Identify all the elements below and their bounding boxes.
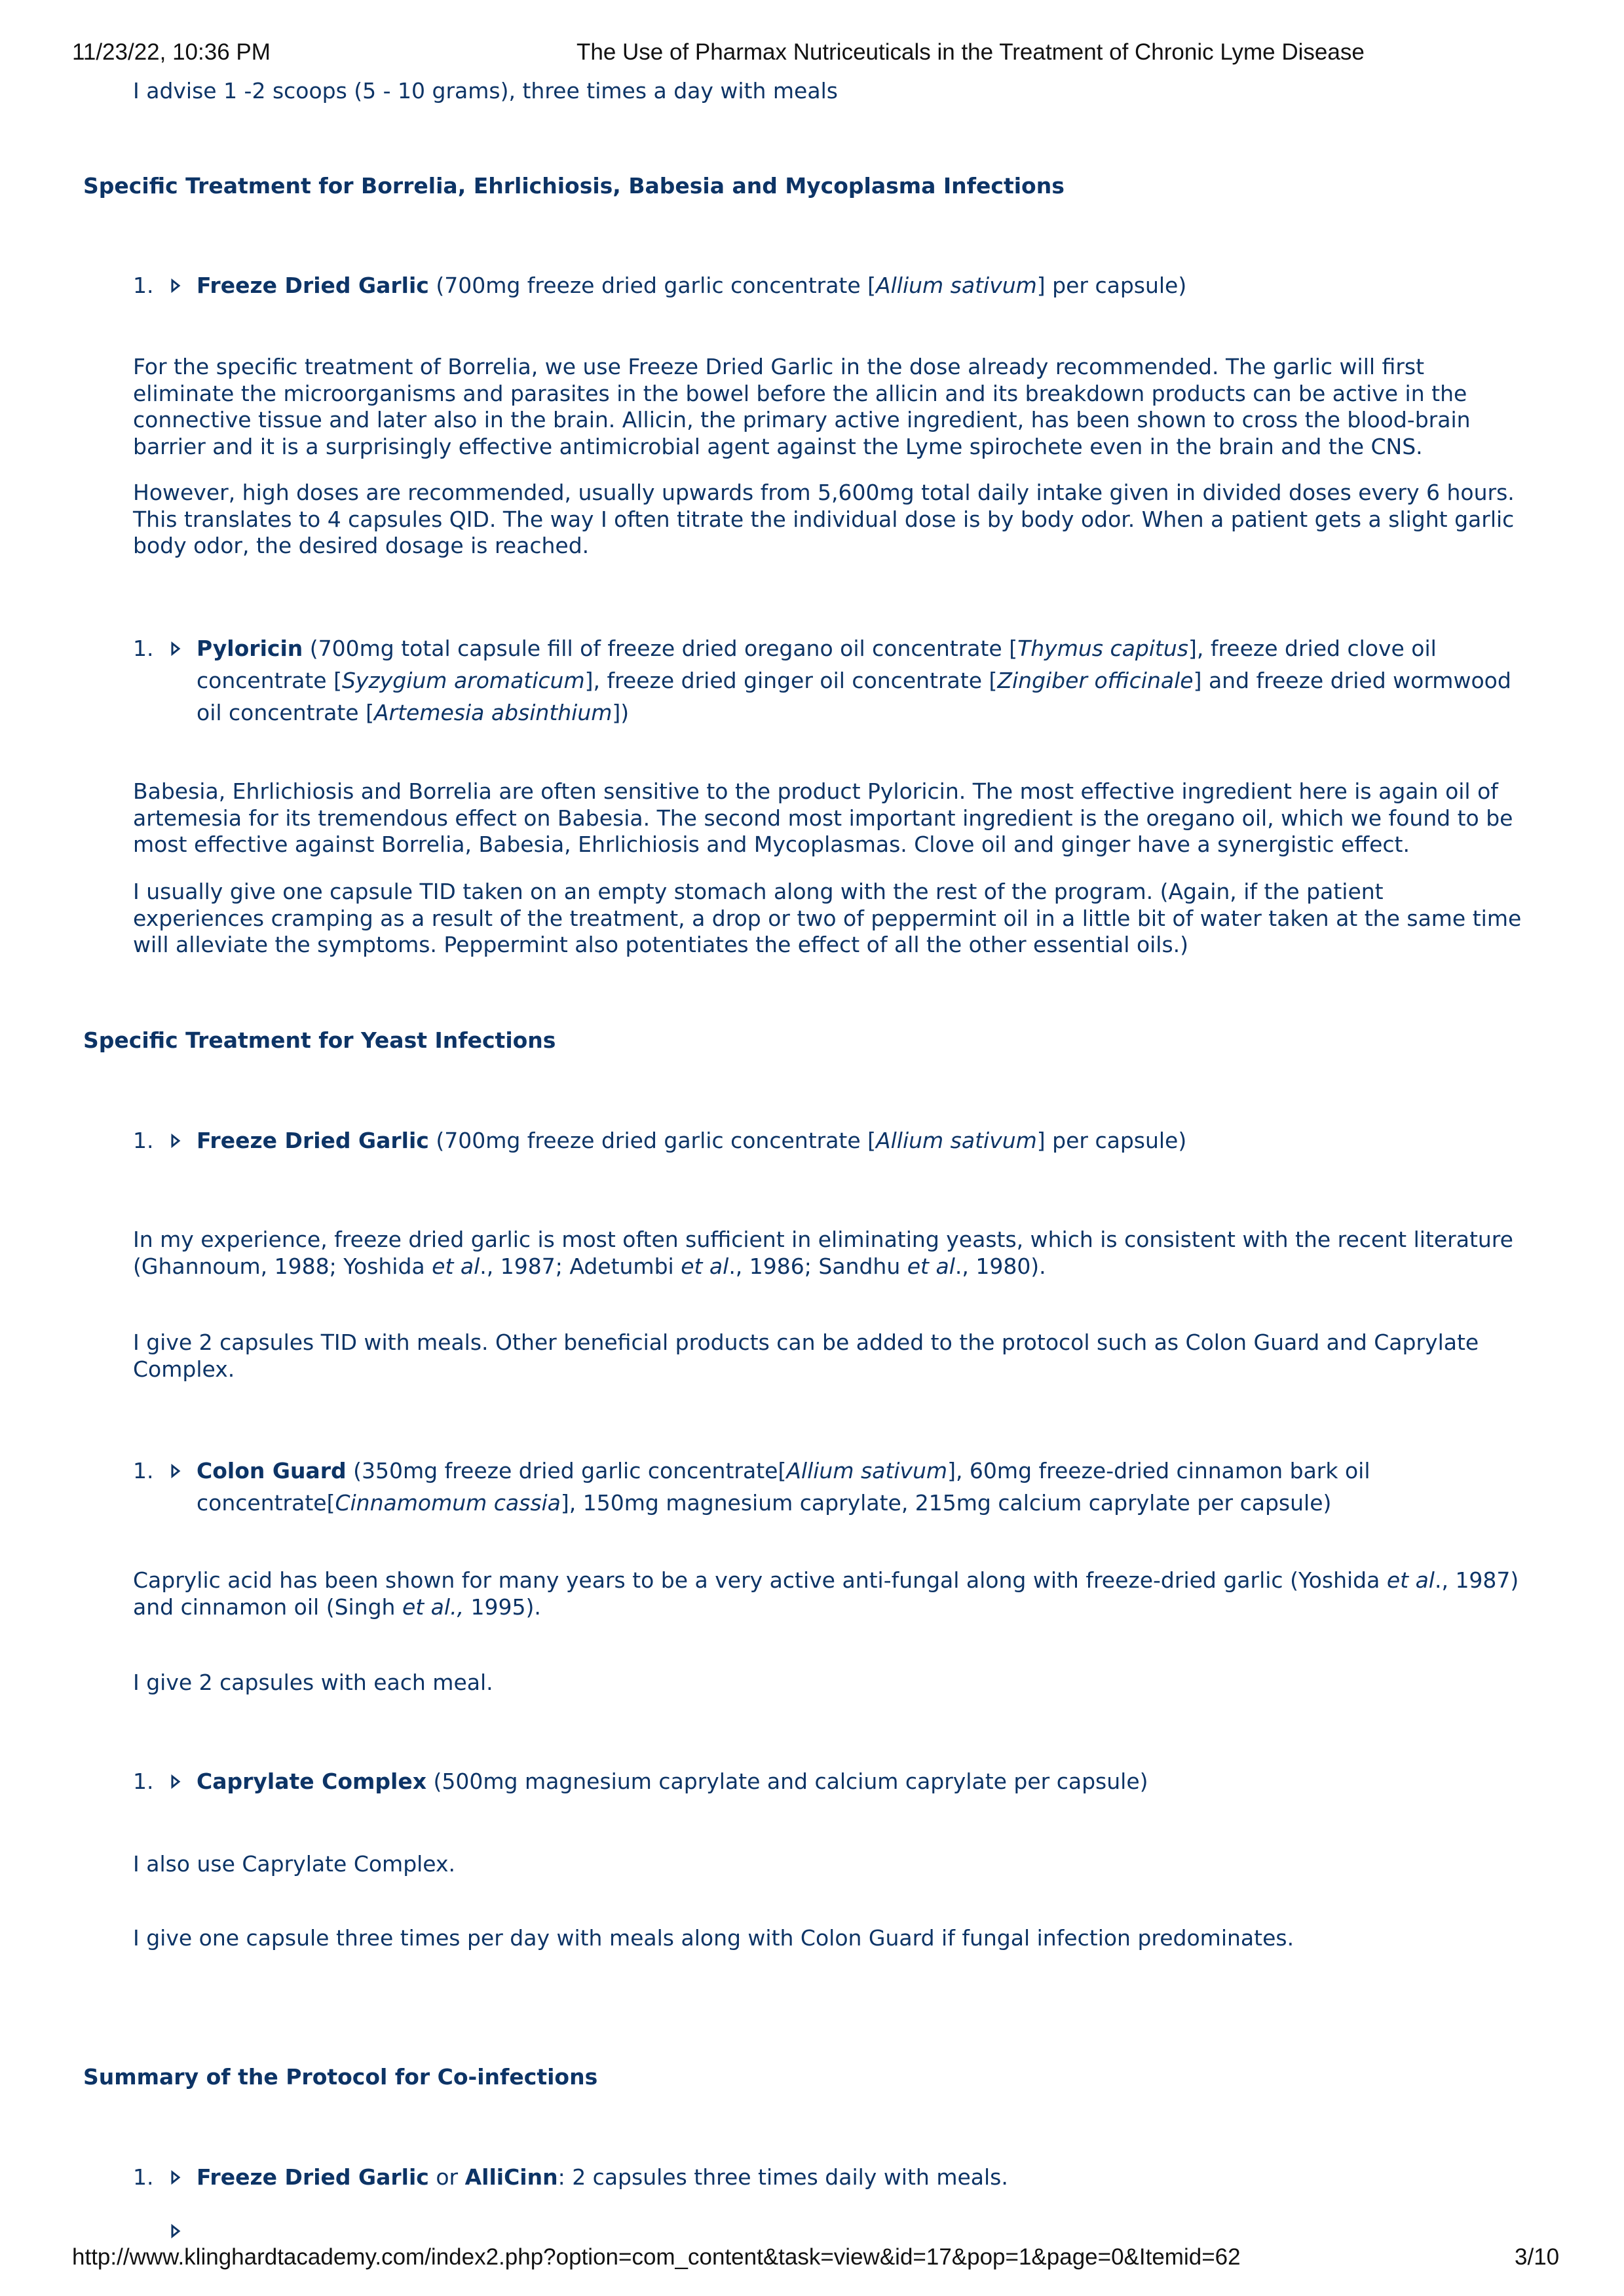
italic-term: Allium sativum: [786, 1458, 948, 1483]
page-number: 3/10: [1515, 2244, 1560, 2270]
paragraph-line: I give 2 capsules with each meal.: [133, 1670, 493, 1695]
paragraph-line: will alleviate the symptoms. Peppermint also potentiates the effect of all the other essential oils.): [133, 932, 1189, 957]
paragraph-line: and cinnamon oil (Singh et al., 1995).: [133, 1594, 541, 1620]
product-name: Colon Guard: [197, 1458, 347, 1483]
paragraph-line: Complex.: [133, 1356, 235, 1382]
paragraph-line: This translates to 4 capsules QID. The way I often titrate the individual dose is by body odor. When a patient gets a slight garlic: [133, 506, 1515, 532]
italic-term: Cinnamomum cassia: [335, 1490, 561, 1516]
section-heading-borrelia: Specific Treatment for Borrelia, Ehrlichiosis, Babesia and Mycoplasma Infections: [83, 173, 1065, 199]
italic-term: Artemesia absinthium: [373, 700, 613, 725]
italic-term: Syzygium aromaticum: [341, 668, 585, 693]
italic-term: Zingiber officinale: [997, 668, 1194, 693]
italic-term: et al: [681, 1253, 729, 1279]
paragraph: [133, 1567, 1519, 1620]
section-heading-summary: Summary of the Protocol for Co-infections: [83, 2064, 598, 2090]
print-title: The Use of Pharmax Nutriceuticals in the Treatment of Chronic Lyme Disease: [576, 39, 1365, 65]
triangle-right-outline-icon: [170, 2224, 181, 2238]
paragraph: [133, 1670, 493, 1696]
triangle-right-outline-icon: [170, 1774, 181, 1789]
list-item-line: Caprylate Complex (500mg magnesium caprylate and calcium caprylate per capsule): [197, 1769, 1148, 1794]
paragraph-line: I give 2 capsules TID with meals. Other beneficial products can be added to the protocol such as Colon Guard and Caprylate: [133, 1330, 1479, 1355]
list-number: 1.: [133, 1458, 154, 1483]
list-number: 1.: [133, 2164, 154, 2190]
triangle-right-outline-icon: [170, 278, 181, 293]
print-datetime: 11/23/22, 10:36 PM: [72, 39, 271, 65]
list-number: 1.: [133, 636, 154, 661]
paragraph-line: Caprylic acid has been shown for many years to be a very active anti-fungal along with freeze-dried garlic (Yoshida et al., 1987): [133, 1567, 1519, 1593]
paragraph: [133, 480, 1515, 560]
list-item-text: [197, 2161, 1008, 2193]
paragraph: [133, 1851, 455, 1878]
italic-term: et al: [907, 1253, 955, 1279]
paragraph-line: In my experience, freeze dried garlic is most often sufficient in eliminating yeasts, which is consistent with the recent literature: [133, 1227, 1513, 1252]
connector-text: or: [428, 2164, 465, 2190]
paragraph-line: However, high doses are recommended, usually upwards from 5,600mg total daily intake given in divided doses every 6 hours.: [133, 480, 1515, 505]
paragraph: [133, 354, 1471, 460]
paragraph-line: I also use Caprylate Complex.: [133, 1851, 456, 1877]
paragraph-line: eliminate the microorganisms and parasites in the bowel before the allicin and its breakdown products can be active in the: [133, 380, 1467, 406]
product-name: Freeze Dried Garlic: [197, 1128, 429, 1153]
paragraph: [133, 1227, 1513, 1280]
paragraph-line: I usually give one capsule TID taken on an empty stomach along with the rest of the program. (Again, if the patient: [133, 879, 1384, 904]
product-name: Caprylate Complex: [197, 1769, 426, 1794]
footer-url[interactable]: http://www.klinghardtacademy.com/index2.php?option=com_content&task=view&id=17&pop=1&page=0&Itemid=62: [72, 2244, 1241, 2270]
italic-term: et al: [1386, 1567, 1435, 1593]
paragraph-line: For the specific treatment of Borrelia, we use Freeze Dried Garlic in the dose already recommended. The garlic will first: [133, 354, 1425, 379]
paragraph: [133, 879, 1521, 959]
product-name: Freeze Dried Garlic: [197, 273, 429, 298]
list-number: 1.: [133, 1769, 154, 1794]
product-name-2: AlliCinn: [464, 2164, 558, 2190]
list-item-line: Pyloricin (700mg total capsule fill of freeze dried oregano oil concentrate [Thymus capitus], freeze dried clove oil: [197, 636, 1437, 661]
intro-line: I advise 1 -2 scoops (5 - 10 grams), three times a day with meals: [133, 78, 838, 104]
triangle-right-outline-icon: [170, 1464, 181, 1478]
paragraph-line: (Ghannoum, 1988; Yoshida et al., 1987; Adetumbi et al., 1986; Sandhu et al., 1980).: [133, 1253, 1046, 1279]
italic-term: Thymus capitus: [1017, 636, 1188, 661]
paragraph: [133, 1925, 1294, 1952]
list-number: 1.: [133, 273, 154, 298]
paragraph-line: artemesia for its tremendous effect on Babesia. The second most important ingredient is the oregano oil, which we found to be: [133, 805, 1513, 831]
triangle-right-outline-icon: [170, 2170, 181, 2185]
section-heading-yeast: Specific Treatment for Yeast Infections: [83, 1027, 556, 1053]
paragraph-line: body odor, the desired dosage is reached.: [133, 533, 590, 558]
paragraph-line: I give one capsule three times per day with meals along with Colon Guard if fungal infection predominates.: [133, 1925, 1294, 1951]
paragraph-line: experiences cramping as a result of the treatment, a drop or two of peppermint oil in a little bit of water taken at the same time: [133, 905, 1522, 931]
italic-term: et al.,: [402, 1594, 464, 1620]
product-name: Pyloricin: [197, 636, 303, 661]
paragraph-line: Babesia, Ehrlichiosis and Borrelia are often sensitive to the product Pyloricin. The most effective ingredient here is again oil of: [133, 778, 1498, 804]
dosage-text: : 2 capsules three times daily with meals.: [557, 2164, 1008, 2190]
list-item-line: concentrate [Syzygium aromaticum], freeze dried ginger oil concentrate [Zingiber officinale] and freeze dried wormwood: [197, 668, 1511, 693]
list-item-line: Freeze Dried Garlic (700mg freeze dried garlic concentrate [Allium sativum] per capsule): [197, 1128, 1187, 1153]
list-item-line: oil concentrate [Artemesia absinthium]): [197, 700, 630, 725]
triangle-right-outline-icon: [170, 1134, 181, 1148]
italic-term: et al: [432, 1253, 480, 1279]
product-name: Freeze Dried Garlic: [197, 2164, 429, 2190]
paragraph-line: barrier and it is a surprisingly effective antimicrobial agent against the Lyme spirochete even in the brain and the CNS.: [133, 433, 1423, 459]
italic-term: Allium sativum: [876, 1128, 1037, 1153]
italic-term: Allium sativum: [876, 273, 1037, 298]
list-item-line: Freeze Dried Garlic (700mg freeze dried garlic concentrate [Allium sativum] per capsule): [197, 273, 1187, 298]
paragraph: [133, 1330, 1479, 1383]
list-item-line: Colon Guard (350mg freeze dried garlic concentrate[Allium sativum], 60mg freeze-dried cinnamon bark oil: [197, 1458, 1370, 1483]
list-item-line: concentrate[Cinnamomum cassia], 150mg magnesium caprylate, 215mg calcium caprylate per capsule): [197, 1490, 1332, 1516]
paragraph-line: connective tissue and later also in the brain. Allicin, the primary active ingredient, has been shown to cross the blood-brain: [133, 407, 1471, 432]
paragraph-line: most effective against Borrelia, Babesia, Ehrlichiosis and Mycoplasmas. Clove oil and ginger have a synergistic effect.: [133, 832, 1410, 857]
list-number: 1.: [133, 1128, 154, 1153]
triangle-right-outline-icon: [170, 641, 181, 656]
paragraph: [133, 778, 1513, 858]
